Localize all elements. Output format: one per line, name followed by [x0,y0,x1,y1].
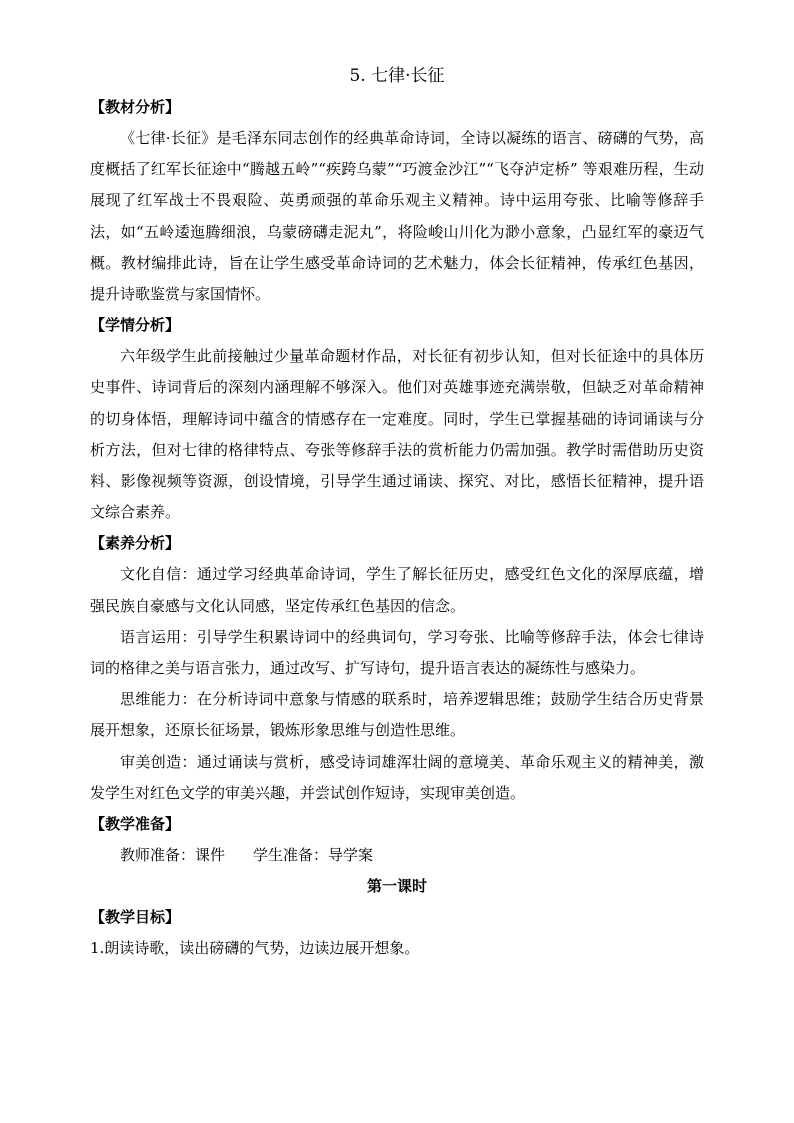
objective-item: 1.朗读诗歌，读出磅礴的气势，边读边展开想象。 [90,939,420,958]
document-title: 5. 七律·长征 [349,66,445,86]
literacy-paragraph-aesthetics: 审美创造：通过诵读与赏析，感受诗词雄浑壮阔的意境美、革命乐观主义的精神美，激发学生对红色文学的审美兴趣，并尝试创作短诗，实现审美创造。 [90,752,704,802]
preparation-line [90,840,704,871]
section-heading-literacy: 【素养分析】 [90,534,181,553]
literacy-paragraph-culture: 文化自信：通过学习经典革命诗词，学生了解长征历史，感受红色文化的深厚底蕴，增强民族自豪感与文化认同感，坚定传承红色基因的信念。 [90,565,704,615]
literacy-paragraph-thinking: 思维能力：在分析诗词中意象与情感的联系时，培养逻辑思维；鼓励学生结合历史背景展开想象，还原长征场景，锻炼形象思维与创造性思维。 [90,690,704,740]
material-paragraph: 《七律·长征》是毛泽东同志创作的经典革命诗词，全诗以凝练的语言、磅礴的气势，高度概括了红军长征途中“腾越五岭”“疾跨乌蒙”“巧渡金沙江”“飞夺泸定桥” 等艰难历程，生动展现了红军战士不畏艰险、英勇顽强的革命乐观主义精神。诗中运用夸张、比喻等修辞手法，如“五岭逶迤腾细浪，乌蒙磅礴走泥丸”，将险峻山川化为渺小意象，凸显红军的豪迈气概。教材编排此诗，旨在让学生感受革命诗词的艺术魅力，体会长征精神，传承红色基因，提升诗歌鉴赏与家国情怀。 [90,129,704,304]
student-preparation: 学生准备：导学案 [253,846,374,865]
document-page [90,62,704,964]
lesson-subtitle: 第一课时 [366,877,427,896]
literacy-paragraph-language: 语言运用：引导学生积累诗词中的经典词句，学习夸张、比喻等修辞手法，体会七律诗词的格律之美与语言张力，通过改写、扩写诗句，提升语言表达的凝练性与感染力。 [90,627,704,678]
section-heading-preparation: 【教学准备】 [90,815,181,834]
section-heading-learner: 【学情分析】 [90,316,181,335]
learner-paragraph: 六年级学生此前接触过少量革命题材作品，对长征有初步认知，但对长征途中的具体历史事件、诗词背后的深刻内涵理解不够深入。他们对英雄事迹充满崇敬，但缺乏对革命精神的切身体悟，理解诗词中蕴含的情感存在一定难度。同时，学生已掌握基础的诗词诵读与分析方法，但对七律的格律特点、夸张等修辞手法的赏析能力仍需加强。教学时需借助历史资料、影像视频等资源，创设情境，引导学生通过诵读、探究、对比，感悟长征精神，提升语文综合素养。 [90,347,704,522]
teacher-preparation: 教师准备：课件 [120,846,226,865]
section-heading-objectives: 【教学目标】 [90,908,181,927]
section-heading-material: 【教材分析】 [90,98,181,116]
